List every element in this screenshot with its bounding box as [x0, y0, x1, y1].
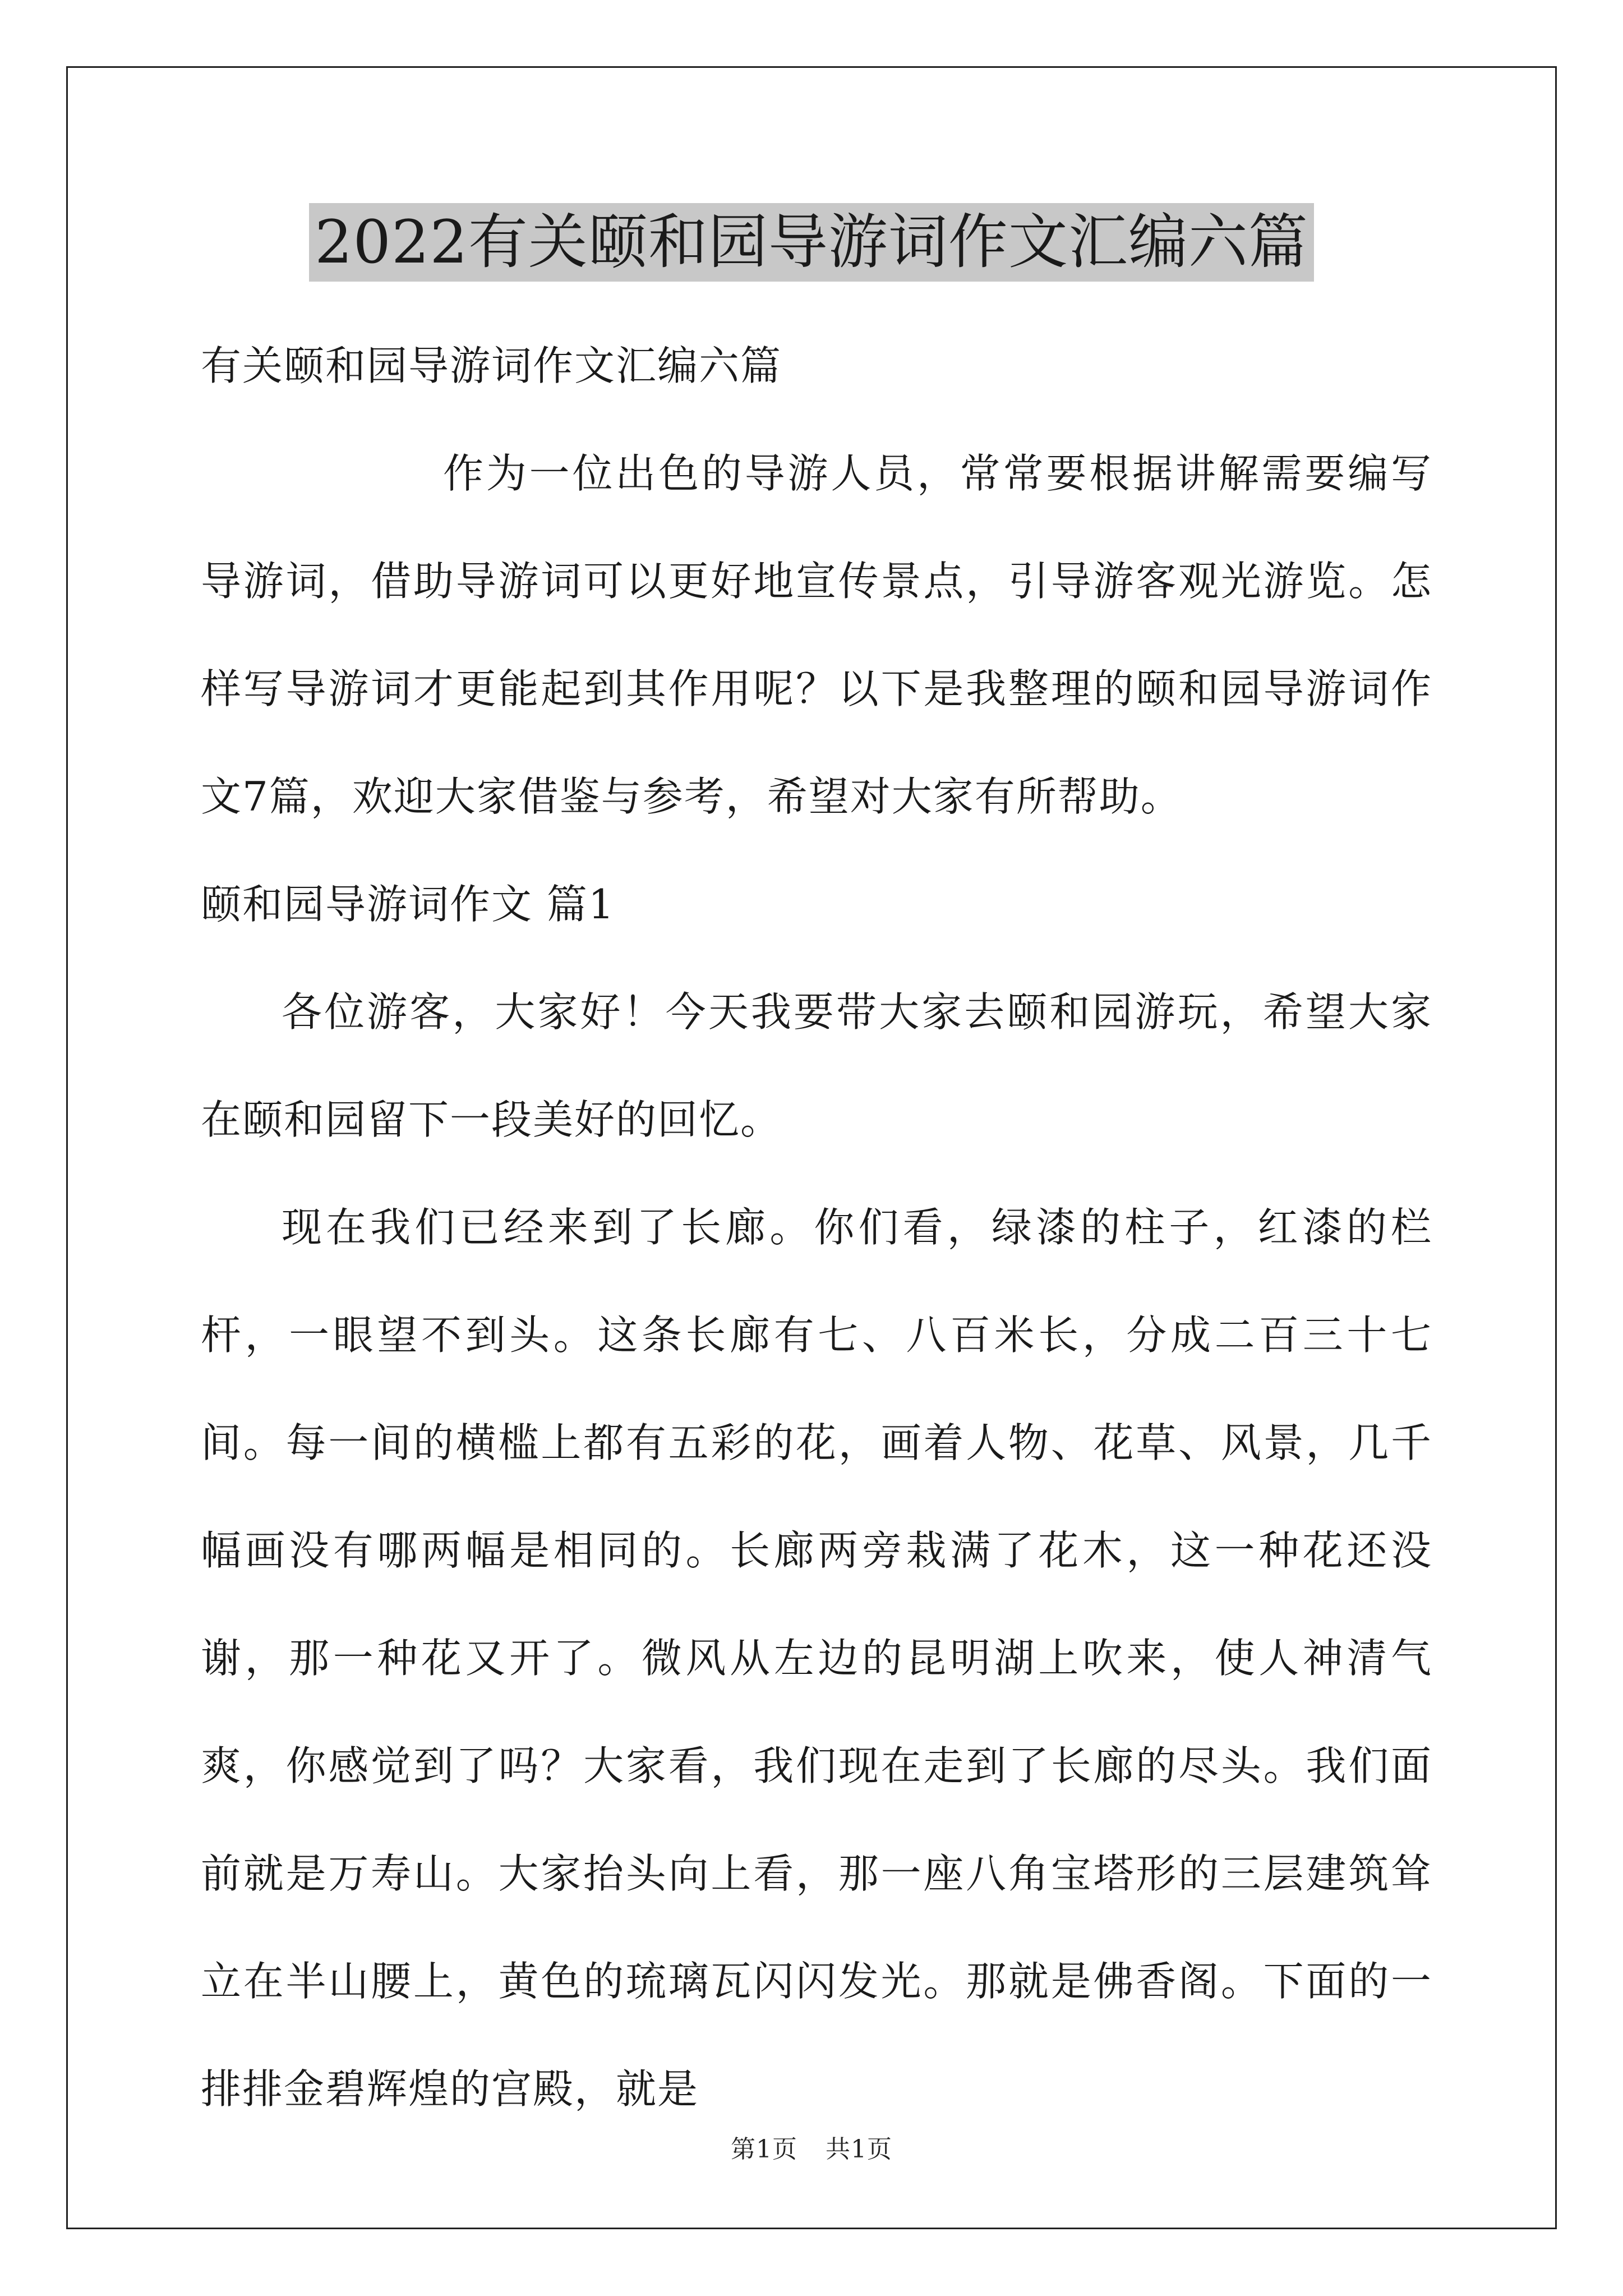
document-body [201, 312, 1432, 2143]
body-paragraph-1: 各位游客，大家好！今天我要带大家去颐和园游玩，希望大家在颐和园留下一段美好的回忆。 [201, 988, 1432, 1143]
page-number: 第1页 [731, 2135, 797, 2164]
intro-paragraph: 作为一位出色的导游人员，常常要根据讲解需要编写导游词，借助导游词可以更好地宣传景点，引导游客观光游览。怎样写导游词才更能起到其作用呢？以下是我整理的颐和园导游词作文7篇，欢迎大家借鉴与参考，希望对大家有所帮助。 [201, 450, 1432, 820]
document-title [0, 203, 1623, 282]
section-heading: 颐和园导游词作文 篇1 [201, 881, 615, 928]
document-title-text: 2022有关颐和园导游词作文汇编六篇 [309, 203, 1314, 282]
body-paragraph-2: 现在我们已经来到了长廊。你们看，绿漆的柱子，红漆的栏杆，一眼望不到头。这条长廊有七、八百米长，分成二百三十七间。每一间的横槛上都有五彩的花，画着人物、花草、风景，几千幅画没有哪两幅是相同的。长廊两旁栽满了花木，这一种花还没谢，那一种花又开了。微风从左边的昆明湖上吹来，使人神清气爽，你感觉到了吗？大家看，我们现在走到了长廊的尽头。我们面前就是万寿山。大家抬头向上看，那一座八角宝塔形的三层建筑耸立在半山腰上，黄色的琉璃瓦闪闪发光。那就是佛香阁。下面的一排排金碧辉煌的宫殿，就是 [201, 1204, 1432, 2113]
document-subtitle: 有关颐和园导游词作文汇编六篇 [201, 342, 782, 389]
page-total: 共1页 [826, 2135, 892, 2164]
page-footer [0, 2129, 1623, 2165]
